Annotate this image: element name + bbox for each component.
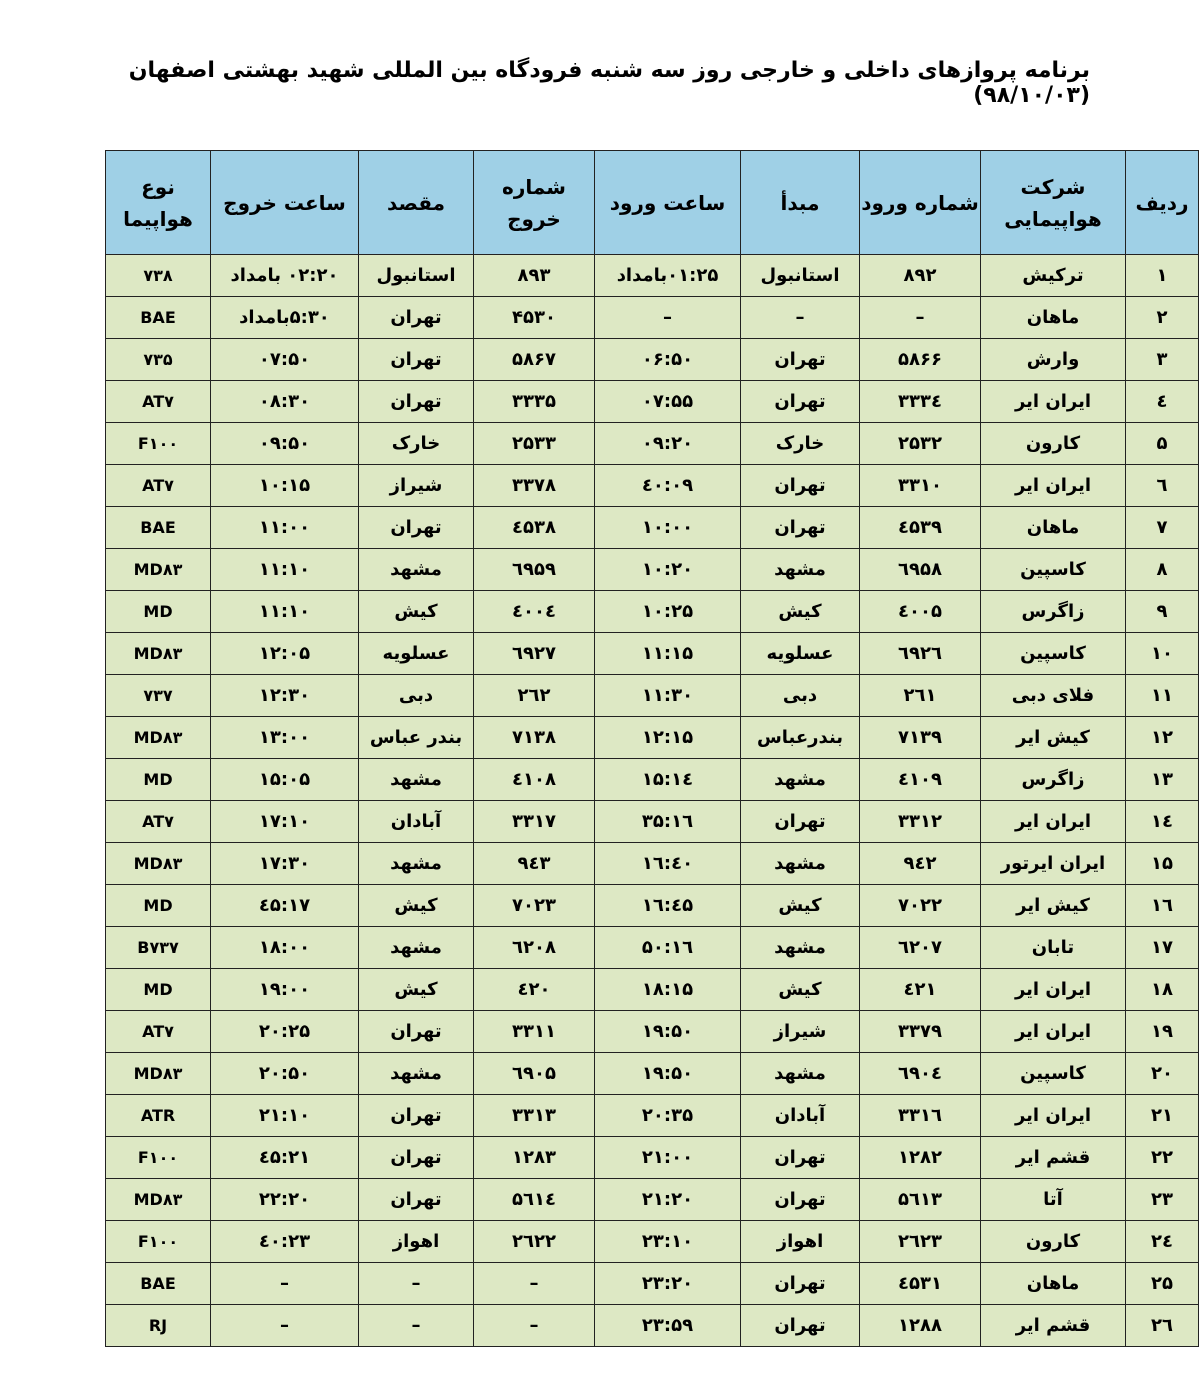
cell-aircraft-type: MD۸۳ — [106, 1053, 211, 1095]
cell-arrival-time: ۱۰:۰۰ — [595, 507, 741, 549]
cell-departure-time: ۰۸:۳۰ — [211, 381, 359, 423]
cell-origin: تهران — [741, 339, 860, 381]
cell-aircraft-type: B۷۳۷ — [106, 927, 211, 969]
header-arrival-number: شماره ورود — [860, 151, 981, 255]
cell-airline: کاسپین — [981, 1053, 1126, 1095]
cell-aircraft-type: MD — [106, 759, 211, 801]
table-row — [106, 885, 1199, 927]
cell-destination: عسلویه — [359, 633, 474, 675]
table-row — [106, 591, 1199, 633]
cell-destination: کیش — [359, 885, 474, 927]
cell-departure-number: ٦۲۰۸ — [474, 927, 595, 969]
cell-aircraft-type: ۷۳۸ — [106, 255, 211, 297]
table-row — [106, 507, 1199, 549]
cell-origin: خارک — [741, 423, 860, 465]
cell-departure-time: ۱۱:۱۰ — [211, 591, 359, 633]
cell-aircraft-type: F۱۰۰ — [106, 423, 211, 465]
cell-airline: کارون — [981, 423, 1126, 465]
cell-row-number: ۷ — [1126, 507, 1199, 549]
cell-arrival-time: ۱۰:۲۰ — [595, 549, 741, 591]
cell-arrival-number: ٦۲۰۷ — [860, 927, 981, 969]
cell-arrival-time: ۱٦:٤۰ — [595, 843, 741, 885]
cell-arrival-time: ۲۳:۲۰ — [595, 1263, 741, 1305]
cell-row-number: ۱۱ — [1126, 675, 1199, 717]
header-row — [106, 151, 1199, 255]
cell-departure-time: ۲۰:۵۰ — [211, 1053, 359, 1095]
cell-arrival-number: ۲۵۳۲ — [860, 423, 981, 465]
cell-departure-time: ۲۰:۲۵ — [211, 1011, 359, 1053]
cell-arrival-time: ۱٤:۱۵ — [595, 759, 741, 801]
cell-origin: عسلویه — [741, 633, 860, 675]
cell-row-number: ۱۲ — [1126, 717, 1199, 759]
cell-destination: تهران — [359, 1095, 474, 1137]
table-row — [106, 297, 1199, 339]
cell-origin: مشهد — [741, 1053, 860, 1095]
cell-arrival-number: ۸۹۲ — [860, 255, 981, 297]
cell-departure-number: – — [474, 1305, 595, 1347]
cell-origin: تهران — [741, 1179, 860, 1221]
cell-destination: – — [359, 1305, 474, 1347]
page-title: برنامه پروازهای داخلی و خارجی روز سه شنبه فرودگاه بین المللی شهید بهشتی اصفهان (۹۸/۱۰/۰۳) — [128, 58, 1090, 108]
cell-departure-time: ۲۱:٤۵ — [211, 1137, 359, 1179]
cell-airline: کارون — [981, 1221, 1126, 1263]
cell-row-number: ۱۳ — [1126, 759, 1199, 801]
cell-aircraft-type: F۱۰۰ — [106, 1137, 211, 1179]
cell-row-number: ۱۰ — [1126, 633, 1199, 675]
cell-aircraft-type: RJ — [106, 1305, 211, 1347]
cell-departure-time: ۰۲:۲۰ بامداد — [211, 255, 359, 297]
cell-departure-number: ۲٦۲۲ — [474, 1221, 595, 1263]
cell-destination: مشهد — [359, 1053, 474, 1095]
cell-arrival-time: ۱۹:۵۰ — [595, 1053, 741, 1095]
table-row — [106, 1095, 1199, 1137]
cell-arrival-number: – — [860, 297, 981, 339]
cell-arrival-time: ۱۰:۲۵ — [595, 591, 741, 633]
cell-aircraft-type: AT۷ — [106, 1011, 211, 1053]
cell-arrival-number: ۲٦۲۳ — [860, 1221, 981, 1263]
cell-origin: بندرعباس — [741, 717, 860, 759]
cell-destination: تهران — [359, 381, 474, 423]
cell-airline: ایران ایر — [981, 801, 1126, 843]
table-row — [106, 843, 1199, 885]
cell-departure-number: ٦۹۲۷ — [474, 633, 595, 675]
cell-arrival-number: ۳۳۳٤ — [860, 381, 981, 423]
cell-row-number: ۱۷ — [1126, 927, 1199, 969]
cell-arrival-time: ۲۳:۱۰ — [595, 1221, 741, 1263]
cell-departure-time: ۰۹:۵۰ — [211, 423, 359, 465]
cell-row-number: ۵ — [1126, 423, 1199, 465]
cell-airline: کاسپین — [981, 549, 1126, 591]
cell-departure-number: ۲۵۳۳ — [474, 423, 595, 465]
cell-arrival-number: ۵۸۶۶ — [860, 339, 981, 381]
cell-row-number: ۲٦ — [1126, 1305, 1199, 1347]
cell-departure-time: ۲۳:٤۰ — [211, 1221, 359, 1263]
cell-airline: ماهان — [981, 507, 1126, 549]
cell-airline: قشم ایر — [981, 1305, 1126, 1347]
cell-departure-number: ۴۵۳۰ — [474, 297, 595, 339]
cell-aircraft-type: ۷۳۷ — [106, 675, 211, 717]
cell-departure-time: ۱۸:۰۰ — [211, 927, 359, 969]
cell-aircraft-type: ATR — [106, 1095, 211, 1137]
cell-aircraft-type: AT۷ — [106, 801, 211, 843]
cell-departure-number: ۳۳۱۳ — [474, 1095, 595, 1137]
cell-arrival-time: ۲۱:۲۰ — [595, 1179, 741, 1221]
cell-arrival-time: ۲۳:۵۹ — [595, 1305, 741, 1347]
cell-airline: کاسپین — [981, 633, 1126, 675]
cell-departure-number: ۵۸۶۷ — [474, 339, 595, 381]
cell-aircraft-type: MD۸۳ — [106, 717, 211, 759]
cell-airline: ترکیش — [981, 255, 1126, 297]
cell-airline: ماهان — [981, 297, 1126, 339]
table-row — [106, 1305, 1199, 1347]
header-aircraft-type: نوع هواپیما — [106, 151, 211, 255]
cell-arrival-number: ۵٦۱۳ — [860, 1179, 981, 1221]
cell-airline: زاگرس — [981, 591, 1126, 633]
cell-aircraft-type: BAE — [106, 1263, 211, 1305]
cell-aircraft-type: BAE — [106, 507, 211, 549]
table-row — [106, 1053, 1199, 1095]
cell-origin: مشهد — [741, 843, 860, 885]
cell-departure-time: ۱۷:٤۵ — [211, 885, 359, 927]
cell-origin: اهواز — [741, 1221, 860, 1263]
table-row — [106, 675, 1199, 717]
cell-arrival-time: ۰۹:۲۰ — [595, 423, 741, 465]
cell-departure-number: ۱۲۸۳ — [474, 1137, 595, 1179]
table-row — [106, 759, 1199, 801]
cell-row-number: ۳ — [1126, 339, 1199, 381]
cell-departure-number: ۷۱۳۸ — [474, 717, 595, 759]
cell-destination: کیش — [359, 969, 474, 1011]
cell-row-number: ۱۵ — [1126, 843, 1199, 885]
cell-arrival-time: ۱٦:۵۰ — [595, 927, 741, 969]
cell-airline: ایران ایر — [981, 465, 1126, 507]
cell-departure-time: ۱۱:۰۰ — [211, 507, 359, 549]
cell-row-number: ۱٤ — [1126, 801, 1199, 843]
cell-departure-time: – — [211, 1263, 359, 1305]
cell-departure-time: ۵:۳۰بامداد — [211, 297, 359, 339]
cell-arrival-number: ٦۹۵۸ — [860, 549, 981, 591]
cell-arrival-number: ٤۵۳۱ — [860, 1263, 981, 1305]
cell-origin: کیش — [741, 969, 860, 1011]
cell-departure-time: ۲۲:۲۰ — [211, 1179, 359, 1221]
cell-destination: تهران — [359, 1011, 474, 1053]
cell-arrival-number: ٤۲۱ — [860, 969, 981, 1011]
cell-row-number: ٦ — [1126, 465, 1199, 507]
cell-destination: استانبول — [359, 255, 474, 297]
cell-destination: تهران — [359, 1137, 474, 1179]
table-body — [106, 255, 1199, 1347]
cell-origin: کیش — [741, 885, 860, 927]
cell-row-number: ۲۱ — [1126, 1095, 1199, 1137]
cell-departure-number: ۳۳۳۵ — [474, 381, 595, 423]
table-row — [106, 1137, 1199, 1179]
cell-destination: بندر عباس — [359, 717, 474, 759]
header-origin: مبدأ — [741, 151, 860, 255]
cell-departure-number: ۹٤۳ — [474, 843, 595, 885]
cell-row-number: ۱ — [1126, 255, 1199, 297]
cell-origin: دبی — [741, 675, 860, 717]
cell-arrival-number: ۳۳۷۹ — [860, 1011, 981, 1053]
cell-departure-number: – — [474, 1263, 595, 1305]
header-departure-number: شماره خروج — [474, 151, 595, 255]
cell-destination: دبی — [359, 675, 474, 717]
table-row — [106, 927, 1199, 969]
table-row — [106, 801, 1199, 843]
cell-row-number: ۲۵ — [1126, 1263, 1199, 1305]
table-row — [106, 339, 1199, 381]
cell-arrival-number: ۳۳۱٦ — [860, 1095, 981, 1137]
cell-origin: شیراز — [741, 1011, 860, 1053]
cell-departure-time: ۱۲:۳۰ — [211, 675, 359, 717]
cell-destination: مشهد — [359, 843, 474, 885]
cell-destination: تهران — [359, 1179, 474, 1221]
cell-aircraft-type: BAE — [106, 297, 211, 339]
cell-origin: استانبول — [741, 255, 860, 297]
cell-airline: فلای دبی — [981, 675, 1126, 717]
table-row — [106, 969, 1199, 1011]
cell-arrival-number: ٦۹۰٤ — [860, 1053, 981, 1095]
cell-airline: تابان — [981, 927, 1126, 969]
cell-row-number: ۲ — [1126, 297, 1199, 339]
cell-destination: تهران — [359, 297, 474, 339]
cell-aircraft-type: F۱۰۰ — [106, 1221, 211, 1263]
header-destination: مقصد — [359, 151, 474, 255]
flight-schedule-table — [105, 150, 1199, 1347]
cell-row-number: ۱۹ — [1126, 1011, 1199, 1053]
cell-arrival-number: ۱۲۸۸ — [860, 1305, 981, 1347]
cell-airline: آتا — [981, 1179, 1126, 1221]
cell-destination: خارک — [359, 423, 474, 465]
cell-departure-number: ٤۵۳۸ — [474, 507, 595, 549]
cell-arrival-time: ۰۹:٤۰ — [595, 465, 741, 507]
cell-row-number: ۸ — [1126, 549, 1199, 591]
cell-departure-time: – — [211, 1305, 359, 1347]
cell-departure-time: ۰۷:۵۰ — [211, 339, 359, 381]
cell-departure-time: ۱۱:۱۰ — [211, 549, 359, 591]
cell-row-number: ۹ — [1126, 591, 1199, 633]
cell-arrival-number: ۷۱۳۹ — [860, 717, 981, 759]
cell-aircraft-type: MD۸۳ — [106, 843, 211, 885]
cell-row-number: ۲۰ — [1126, 1053, 1199, 1095]
cell-departure-number: ٤۲۰ — [474, 969, 595, 1011]
cell-row-number: ٤ — [1126, 381, 1199, 423]
cell-origin: – — [741, 297, 860, 339]
table-row — [106, 1011, 1199, 1053]
cell-destination: آبادان — [359, 801, 474, 843]
cell-departure-time: ۱۵:۰۵ — [211, 759, 359, 801]
cell-arrival-number: ۲٦۱ — [860, 675, 981, 717]
cell-departure-time: ۱۳:۰۰ — [211, 717, 359, 759]
cell-departure-number: ٦۹۵۹ — [474, 549, 595, 591]
cell-arrival-time: ۱۲:۱۵ — [595, 717, 741, 759]
cell-origin: مشهد — [741, 549, 860, 591]
cell-row-number: ۱٦ — [1126, 885, 1199, 927]
cell-arrival-time: ۱٦:٤۵ — [595, 885, 741, 927]
cell-origin: تهران — [741, 801, 860, 843]
cell-arrival-time: ۰۷:۵۵ — [595, 381, 741, 423]
cell-departure-number: ۲٦۲ — [474, 675, 595, 717]
cell-origin: تهران — [741, 507, 860, 549]
cell-origin: کیش — [741, 591, 860, 633]
cell-arrival-time: ۱٦:۳۵ — [595, 801, 741, 843]
cell-origin: مشهد — [741, 759, 860, 801]
cell-origin: آبادان — [741, 1095, 860, 1137]
cell-row-number: ۲٤ — [1126, 1221, 1199, 1263]
cell-aircraft-type: MD — [106, 885, 211, 927]
cell-arrival-time: ۰۱:۲۵بامداد — [595, 255, 741, 297]
cell-departure-number: ۳۳۱۱ — [474, 1011, 595, 1053]
cell-origin: تهران — [741, 1305, 860, 1347]
cell-departure-time: ۲۱:۱۰ — [211, 1095, 359, 1137]
cell-arrival-time: – — [595, 297, 741, 339]
cell-aircraft-type: ۷۳۵ — [106, 339, 211, 381]
cell-departure-time: ۱۹:۰۰ — [211, 969, 359, 1011]
cell-destination: شیراز — [359, 465, 474, 507]
cell-aircraft-type: AT۷ — [106, 465, 211, 507]
cell-arrival-time: ۱۱:۱۵ — [595, 633, 741, 675]
cell-destination: تهران — [359, 507, 474, 549]
cell-arrival-number: ٤۱۰۹ — [860, 759, 981, 801]
cell-destination: مشهد — [359, 549, 474, 591]
table-row — [106, 1221, 1199, 1263]
table-row — [106, 423, 1199, 465]
cell-airline: ماهان — [981, 1263, 1126, 1305]
cell-arrival-number: ۱۲۸۲ — [860, 1137, 981, 1179]
table-row — [106, 1179, 1199, 1221]
cell-departure-number: ۸۹۳ — [474, 255, 595, 297]
cell-arrival-number: ۹٤۲ — [860, 843, 981, 885]
cell-destination: مشهد — [359, 759, 474, 801]
cell-departure-number: ۵٦۱٤ — [474, 1179, 595, 1221]
cell-airline: ایران ایر — [981, 1011, 1126, 1053]
cell-airline: ایران ایر — [981, 1095, 1126, 1137]
cell-arrival-time: ۲۱:۰۰ — [595, 1137, 741, 1179]
cell-aircraft-type: MD — [106, 969, 211, 1011]
cell-destination: – — [359, 1263, 474, 1305]
table-row — [106, 465, 1199, 507]
cell-row-number: ۱۸ — [1126, 969, 1199, 1011]
cell-departure-number: ٤۰۰٤ — [474, 591, 595, 633]
cell-aircraft-type: MD — [106, 591, 211, 633]
cell-airline: ایران ایرتور — [981, 843, 1126, 885]
cell-origin: مشهد — [741, 927, 860, 969]
cell-arrival-time: ۱۱:۳۰ — [595, 675, 741, 717]
cell-destination: کیش — [359, 591, 474, 633]
cell-airline: زاگرس — [981, 759, 1126, 801]
table-row — [106, 717, 1199, 759]
cell-departure-time: ۱۰:۱۵ — [211, 465, 359, 507]
cell-arrival-number: ٦۹۲٦ — [860, 633, 981, 675]
cell-arrival-number: ۷۰۲۲ — [860, 885, 981, 927]
cell-origin: تهران — [741, 1137, 860, 1179]
cell-departure-number: ٤۱۰۸ — [474, 759, 595, 801]
header-row-number: ردیف — [1126, 151, 1199, 255]
cell-arrival-number: ۳۳۱۲ — [860, 801, 981, 843]
cell-departure-number: ۳۳۷۸ — [474, 465, 595, 507]
cell-arrival-time: ۱۹:۵۰ — [595, 1011, 741, 1053]
cell-arrival-time: ۱۸:۱۵ — [595, 969, 741, 1011]
cell-row-number: ۲۳ — [1126, 1179, 1199, 1221]
cell-airline: کیش ایر — [981, 717, 1126, 759]
table-row — [106, 381, 1199, 423]
cell-aircraft-type: MD۸۳ — [106, 1179, 211, 1221]
cell-departure-number: ۳۳۱۷ — [474, 801, 595, 843]
cell-airline: قشم ایر — [981, 1137, 1126, 1179]
cell-destination: اهواز — [359, 1221, 474, 1263]
flight-schedule-table-wrap — [105, 150, 1199, 1347]
table-row — [106, 1263, 1199, 1305]
header-airline: شرکت هواپیمایی — [981, 151, 1126, 255]
cell-departure-time: ۱۷:۳۰ — [211, 843, 359, 885]
cell-arrival-number: ٤۵۳۹ — [860, 507, 981, 549]
header-arrival-time: ساعت ورود — [595, 151, 741, 255]
cell-aircraft-type: MD۸۳ — [106, 549, 211, 591]
cell-origin: تهران — [741, 1263, 860, 1305]
cell-departure-time: ۱۷:۱۰ — [211, 801, 359, 843]
cell-airline: ایران ایر — [981, 381, 1126, 423]
cell-airline: وارش — [981, 339, 1126, 381]
table-row — [106, 255, 1199, 297]
header-departure-time: ساعت خروج — [211, 151, 359, 255]
cell-arrival-number: ۳۳۱۰ — [860, 465, 981, 507]
table-row — [106, 633, 1199, 675]
cell-destination: تهران — [359, 339, 474, 381]
cell-departure-number: ٦۹۰۵ — [474, 1053, 595, 1095]
cell-airline: کیش ایر — [981, 885, 1126, 927]
cell-aircraft-type: MD۸۳ — [106, 633, 211, 675]
cell-airline: ایران ایر — [981, 969, 1126, 1011]
cell-origin: تهران — [741, 381, 860, 423]
cell-row-number: ۲۲ — [1126, 1137, 1199, 1179]
cell-arrival-number: ٤۰۰۵ — [860, 591, 981, 633]
cell-arrival-time: ۰۶:۵۰ — [595, 339, 741, 381]
cell-arrival-time: ۲۰:۳۵ — [595, 1095, 741, 1137]
table-row — [106, 549, 1199, 591]
cell-aircraft-type: AT۷ — [106, 381, 211, 423]
cell-departure-number: ۷۰۲۳ — [474, 885, 595, 927]
cell-departure-time: ۱۲:۰۵ — [211, 633, 359, 675]
cell-origin: تهران — [741, 465, 860, 507]
cell-destination: مشهد — [359, 927, 474, 969]
